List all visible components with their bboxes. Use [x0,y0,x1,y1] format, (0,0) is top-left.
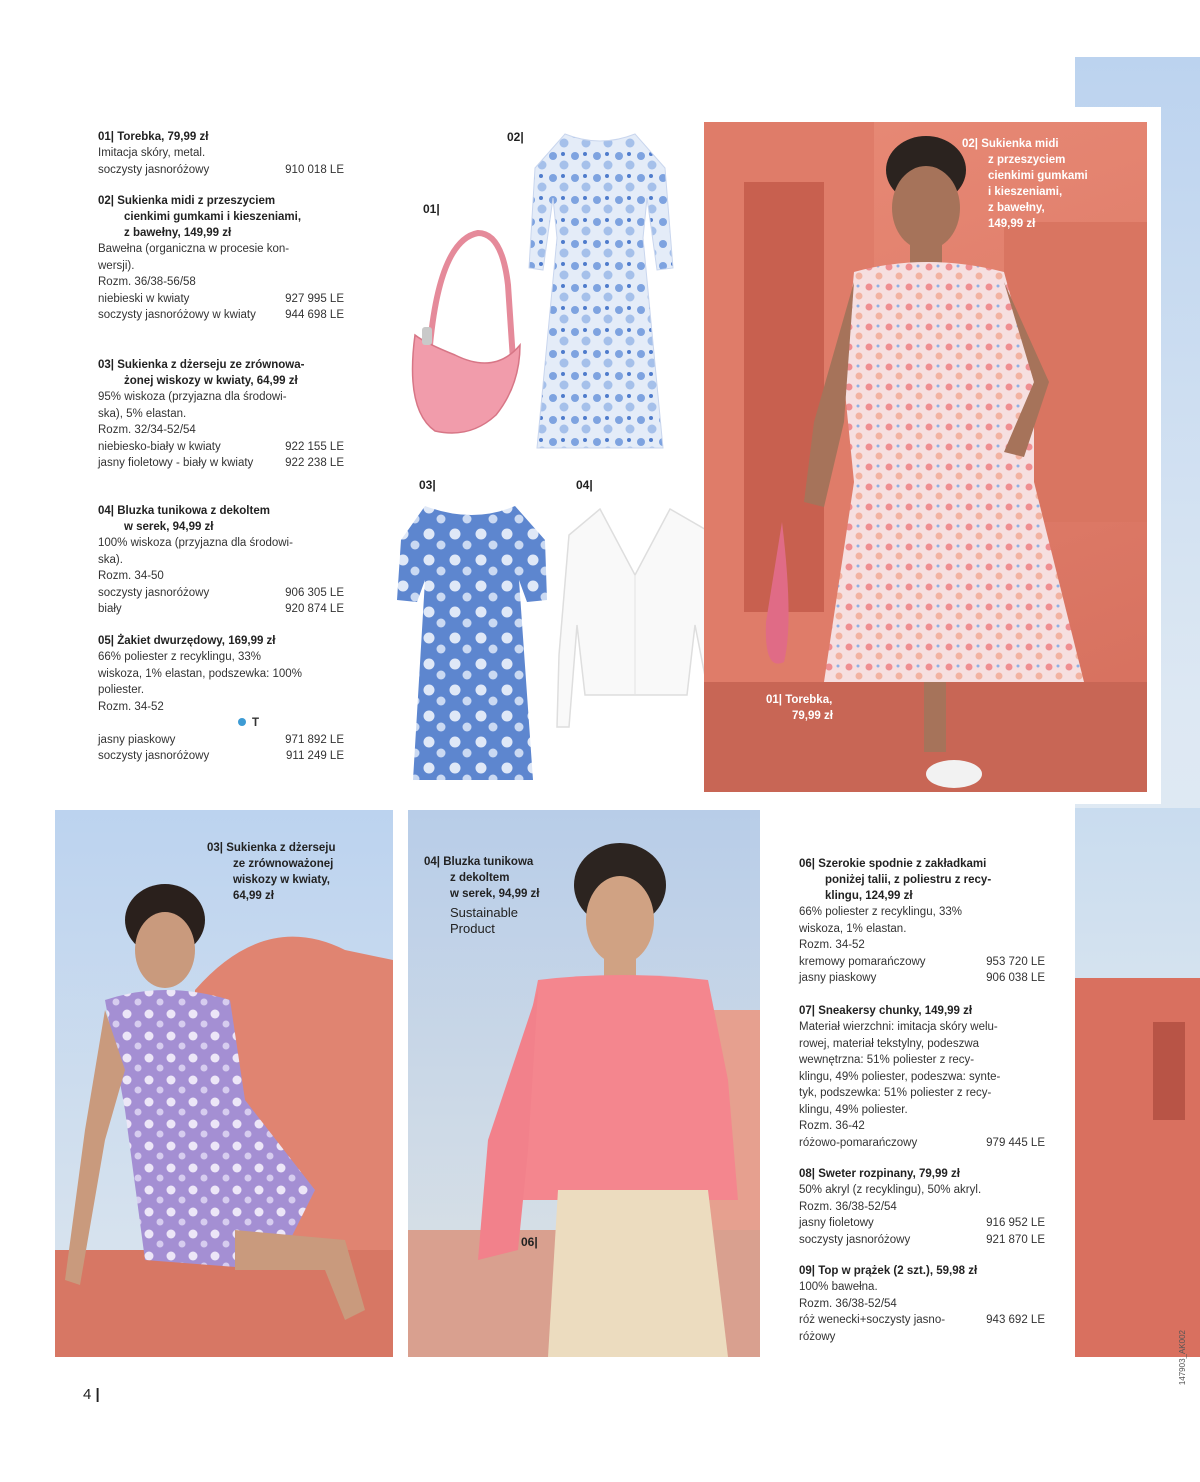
product-entry [799,1263,1045,1345]
product-title: 04| Bluzka tunikowa z dekoltem w serek, 94,99 zł [98,505,270,533]
item-label-03: 03| [419,478,436,492]
variant-color: różowo-pomarańczowy [799,1136,918,1149]
item-label-01: 01| [423,202,440,216]
product-title: 01| Torebka, 79,99 zł [98,131,209,143]
side-catalog-code: 147903_AK002 [1178,1330,1187,1386]
product-number: 06| [799,858,816,870]
size-marker: T [98,715,344,732]
variant-code: 922 238 LE [285,457,344,469]
product-description: klingu, 49% poliester, podeszwa: synte- [799,1070,1001,1083]
variant-color: soczysty jasnoróżowy w kwiaty [98,309,256,321]
product-description: Rozm. 36/38-56/58 [98,276,196,288]
product-number: 01| [98,131,115,143]
product-entry [98,633,344,765]
variant-color: soczysty jasnoróżowy [98,750,210,762]
variant-row [799,1312,1045,1345]
variant-color: soczysty jasnoróżowy [799,1233,911,1246]
product-number: 02| [98,195,115,207]
product-description: ska). [98,553,123,566]
product-number: 09| [799,1265,816,1277]
variant-row [98,162,344,179]
caption-main-bag: 01| Torebka, 79,99 zł [766,694,833,722]
variant-row [98,732,344,749]
product-description: Rozm. 34-52 [799,939,865,951]
sustainable-product-label: Sustainable Product [450,905,518,936]
variant-row [98,439,344,456]
product-description: Rozm. 36/38-52/54 [799,1297,897,1310]
variant-code: 922 155 LE [285,440,344,453]
product-description: ska), 5% elastan. [98,407,187,420]
product-description: Bawełna (organiczna w procesie kon- [98,243,290,255]
item-label-04: 04| [576,478,593,492]
product-description: Rozm. 34-52 [98,700,164,713]
product-entry [799,1166,1045,1248]
variant-code: 944 698 LE [285,309,344,321]
variant-code: 971 892 LE [285,733,344,746]
product-description: wewnętrzna: 51% poliester z recy- [799,1054,975,1066]
caption-main-dress: 02| Sukienka midi z przeszyciem cienkimi gumkami i kieszeniami, z bawełny, 149,99 zł [962,138,1088,230]
variant-code: 979 445 LE [986,1136,1045,1149]
product-title: 07| Sneakersy chunky, 149,99 zł [799,1005,973,1017]
product-description: 100% bawełna. [799,1281,878,1293]
blue-floral-midi-dress-image[interactable] [525,128,675,458]
product-description: wersji). [98,259,135,272]
photo-lilac-dress [55,810,393,1357]
variant-row [799,970,1045,987]
product-entry [98,193,344,324]
product-entry [799,1003,1045,1151]
product-title: 02| Sukienka midi z przeszyciem cienkimi gumkami i kieszeniami, z bawełny, 149,99 zł [98,195,302,239]
photo-pink-blouse [408,810,760,1357]
product-number: 08| [799,1168,816,1180]
product-number: 03| [98,359,115,371]
product-entry [98,503,344,618]
product-description: 66% poliester z recyklingu, 33% [799,906,962,918]
caption-purple-dress: 03| Sukienka z dżerseju ze zrównoważonej wiskozy w kwiaty, 64,99 zł [207,842,336,902]
variant-color: jasny fioletowy [799,1217,874,1229]
product-description: poliester. [98,684,145,696]
product-description: Materiał wierzchni: imitacja skóry welu- [799,1021,998,1033]
variant-row [799,1215,1045,1232]
variant-color: niebieski w kwiaty [98,292,190,305]
variant-color: róż wenecki+soczysty jasno- różowy [799,1314,946,1343]
product-description: 66% poliester z recyklingu, 33% [98,651,261,663]
product-description: Rozm. 32/34-52/54 [98,424,196,436]
variant-color: jasny piaskowy [98,733,176,746]
variant-code: 911 249 LE [286,750,344,762]
variant-row [799,1232,1045,1249]
variant-row [98,455,344,472]
product-entry [98,129,344,178]
product-number: 04| [98,505,115,517]
product-description: rowej, materiał tekstylny, podeszwa [799,1037,980,1050]
variant-row [98,291,344,308]
product-entry [799,856,1045,987]
variant-row [799,1135,1045,1152]
variant-row [799,954,1045,971]
blue-dot-icon [238,718,246,726]
product-title: 08| Sweter rozpinany, 79,99 zł [799,1168,960,1180]
product-number: 07| [799,1005,816,1017]
product-description: Rozm. 36-42 [799,1120,865,1132]
variant-row [98,585,344,602]
caption-pink-blouse: 04| Bluzka tunikowa z dekoltem w serek, 94,99 zł [424,856,540,900]
product-number: 05| [98,635,115,647]
pink-handbag-image[interactable] [400,225,530,440]
variant-color: soczysty jasnoróżowy [98,163,210,176]
product-title: 06| Szerokie spodnie z zakładkami poniżej talii, z poliestru z recy- klingu, 124,99 zł [799,858,992,902]
variant-color: soczysty jasnoróżowy [98,586,210,599]
variant-color: kremowy pomarańczowy [799,955,926,968]
product-entry [98,357,344,472]
variant-row [98,601,344,618]
page-number: 4 | [83,1386,100,1403]
variant-code: 927 995 LE [285,292,344,305]
variant-code: 906 038 LE [986,972,1045,984]
product-title: 03| Sukienka z dżerseju ze zrównowa- żonej wiskozy w kwiaty, 64,99 zł [98,359,305,387]
product-description: wiskoza, 1% elastan. [799,922,907,935]
item-label-02: 02| [507,130,524,144]
variant-code: 916 952 LE [986,1217,1045,1229]
variant-code: 906 305 LE [285,586,344,599]
variant-color: biały [98,603,122,615]
product-description: 50% akryl (z recyklingu), 50% akryl. [799,1184,982,1196]
variant-code: 943 692 LE [986,1314,1045,1326]
product-description: klingu, 49% poliester. [799,1103,908,1116]
main-photo-pink-dress [704,122,1147,792]
blue-floral-short-dress-image[interactable] [395,500,550,785]
product-description: 95% wiskoza (przyjazna dla środowi- [98,391,287,403]
variant-code: 920 874 LE [285,603,344,615]
variant-row [98,307,344,324]
product-description: tyk, podszewka: 51% poliester z recy- [799,1087,992,1099]
product-description: 100% wiskoza (przyjazna dla środowi- [98,537,293,549]
variant-row [98,748,344,765]
product-description: Imitacja skóry, metal. [98,147,206,159]
product-description: Rozm. 34-50 [98,570,164,582]
product-description: wiskoza, 1% elastan, podszewka: 100% [98,667,302,680]
variant-color: niebiesko-biały w kwiaty [98,440,221,453]
variant-color: jasny fioletowy - biały w kwiaty [98,457,254,469]
variant-code: 921 870 LE [986,1233,1045,1246]
variant-code: 953 720 LE [986,955,1045,968]
product-description: Rozm. 36/38-52/54 [799,1200,897,1213]
product-title: 09| Top w prążek (2 szt.), 59,98 zł [799,1265,978,1277]
item-label-06: 06| [521,1235,538,1249]
variant-code: 910 018 LE [285,163,344,176]
sky-right-bottom [1075,808,1200,1357]
variant-color: jasny piaskowy [799,972,877,984]
product-title: 05| Żakiet dwurzędowy, 169,99 zł [98,635,276,647]
